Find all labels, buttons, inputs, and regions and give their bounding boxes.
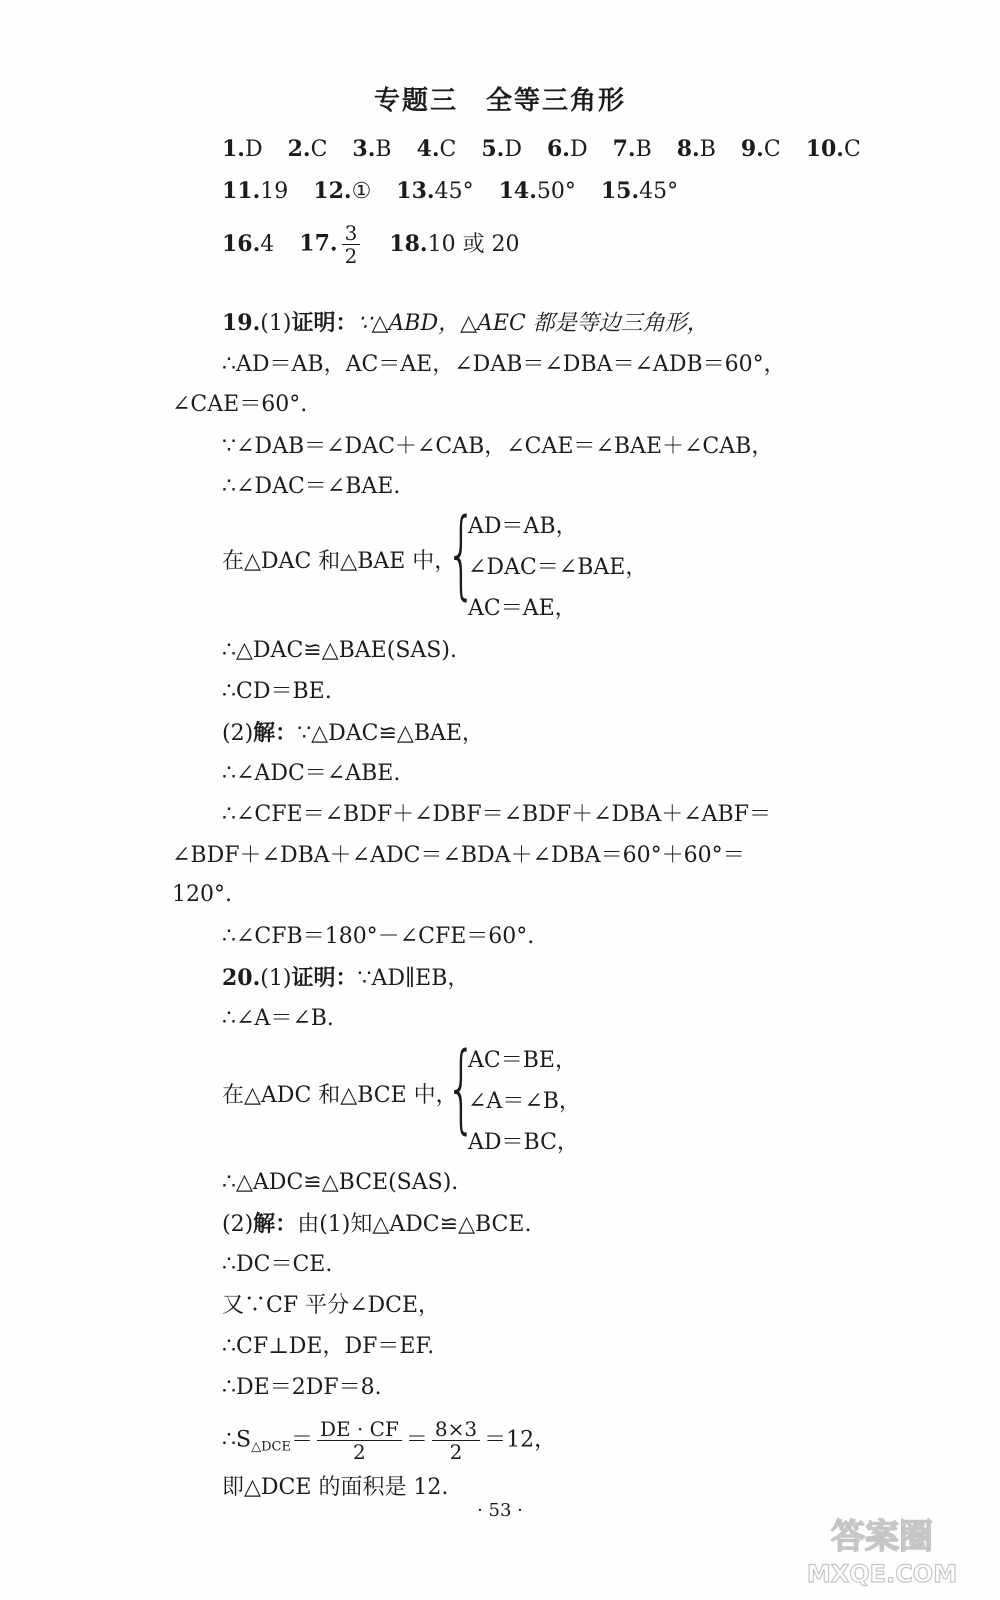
answer-17: 17. $\frac{3}{2}$ (299, 222, 364, 267)
answer-18: 18.10 或 20 (389, 230, 520, 257)
brace-lead-text: 在△ADC 和△BCE 中， (222, 1083, 458, 1108)
q19-line-12: 120°. (172, 882, 232, 907)
brace-items (468, 506, 647, 629)
fraction: $\frac{3}{2}$ (342, 222, 361, 267)
brace-item: ∠A＝∠B， (468, 1089, 581, 1114)
answer-6: 6.D (546, 136, 588, 162)
q19-line-7: ∴CD＝BE. (222, 679, 332, 704)
q19-line-9: ∴∠ADC＝∠ABE. (222, 761, 401, 786)
watermark-line-1: 答案圈 (831, 1517, 933, 1557)
answer-16: 16.4 (222, 230, 275, 257)
answer-2: 2.C (287, 136, 328, 162)
watermark-logo (782, 1510, 982, 1590)
q20-line-8: ∴DE＝2DF＝8. (222, 1375, 382, 1400)
q19-line-8: (2)解：∵△DAC≌△BAE， (222, 720, 484, 746)
answer-14: 14.50° (498, 178, 576, 204)
brace-item: ∠DAC＝∠BAE， (468, 555, 648, 580)
fraction: $\frac{8\times 3}{2}$ (432, 1418, 480, 1463)
answer-10: 10.C (805, 136, 861, 162)
watermark-line-2: MXQE.COM (806, 1560, 958, 1588)
brace-item: AC＝AE， (468, 596, 577, 621)
q20-line-4: (2)解：由(1)知△ADC≌△BCE. (222, 1211, 532, 1237)
q19-line-10: ∴∠CFE＝∠BDF＋∠DBF＝∠BDF＋∠DBA＋∠ABF＝ (222, 802, 771, 827)
q20-line-6: 又∵CF 平分∠DCE， (222, 1293, 441, 1318)
q19-line-13: ∴∠CFB＝180°－∠CFE＝60°. (222, 924, 535, 949)
answer-7: 7.B (612, 136, 652, 162)
q20-line-1: 20.(1)证明：∵AD∥EB， (222, 965, 470, 991)
answers-row-2 (222, 178, 696, 204)
answer-1: 1.D (222, 136, 263, 162)
q19-line-5: ∴∠DAC＝∠BAE. (222, 474, 401, 499)
answer-15: 15.45° (600, 178, 679, 204)
q19-line-11: ∠BDF＋∠DBA＋∠ADC＝∠BDA＋∠DBA＝60°＋60°＝ (172, 843, 745, 868)
page-title: 专题三 全等三角形 (373, 86, 626, 116)
answers-row-3 (222, 222, 538, 267)
answer-11: 11.19 (222, 178, 289, 204)
answer-12: 12.① (313, 178, 372, 204)
brace-lead-text: 在△DAC 和△BAE 中， (222, 549, 457, 574)
q19-line-6: ∴△DAC≌△BAE(SAS). (222, 638, 457, 663)
curly-brace: { (446, 498, 477, 610)
q20-line-7: ∴CF⊥DE，DF＝EF. (222, 1334, 435, 1359)
brace-item: AC＝BE， (468, 1048, 577, 1073)
q20-line-3: ∴△ADC≌△BCE(SAS). (222, 1170, 459, 1195)
q20-line-5: ∴DC＝CE. (222, 1252, 333, 1277)
q19-line-3: ∠CAE＝60°. (172, 392, 308, 417)
q20-area-formula: $\therefore S_{\triangle DCE}=$ $\frac{DE \cdot CF}{2}$ ＝ $\frac{8\times 3}{2}$ ＝12， (222, 1417, 557, 1464)
q19-line-2: ∴AD＝AB，AC＝AE，∠DAB＝∠DBA＝∠ADB＝60°， (222, 352, 786, 377)
q19-line-4: ∵∠DAB＝∠DAC＋∠CAB，∠CAE＝∠BAE＋∠CAB， (222, 434, 774, 459)
brace-item: AD＝BC， (468, 1130, 579, 1155)
page-number: · 53 · (477, 1500, 523, 1521)
brace-item: AD＝AB， (468, 514, 578, 539)
fraction: $\frac{DE \cdot CF}{2}$ (317, 1418, 402, 1463)
brace-items (468, 1040, 581, 1163)
answer-8: 8.B (676, 136, 716, 162)
q20-line-9: 即△DCE 的面积是 12. (222, 1475, 449, 1500)
answer-5: 5.D (481, 136, 522, 162)
answer-3: 3.B (352, 136, 392, 162)
answer-9: 9.C (740, 136, 781, 162)
q20-line-2: ∴∠A＝∠B. (222, 1006, 334, 1031)
answer-4: 4.C (416, 136, 457, 162)
q19-line-1: 19.(1)证明：∵△ABD，△AEC 都是等边三角形， (222, 310, 709, 336)
answer-13: 13.45° (396, 178, 474, 204)
answers-row-1 (222, 136, 879, 162)
curly-brace: { (446, 1032, 477, 1144)
